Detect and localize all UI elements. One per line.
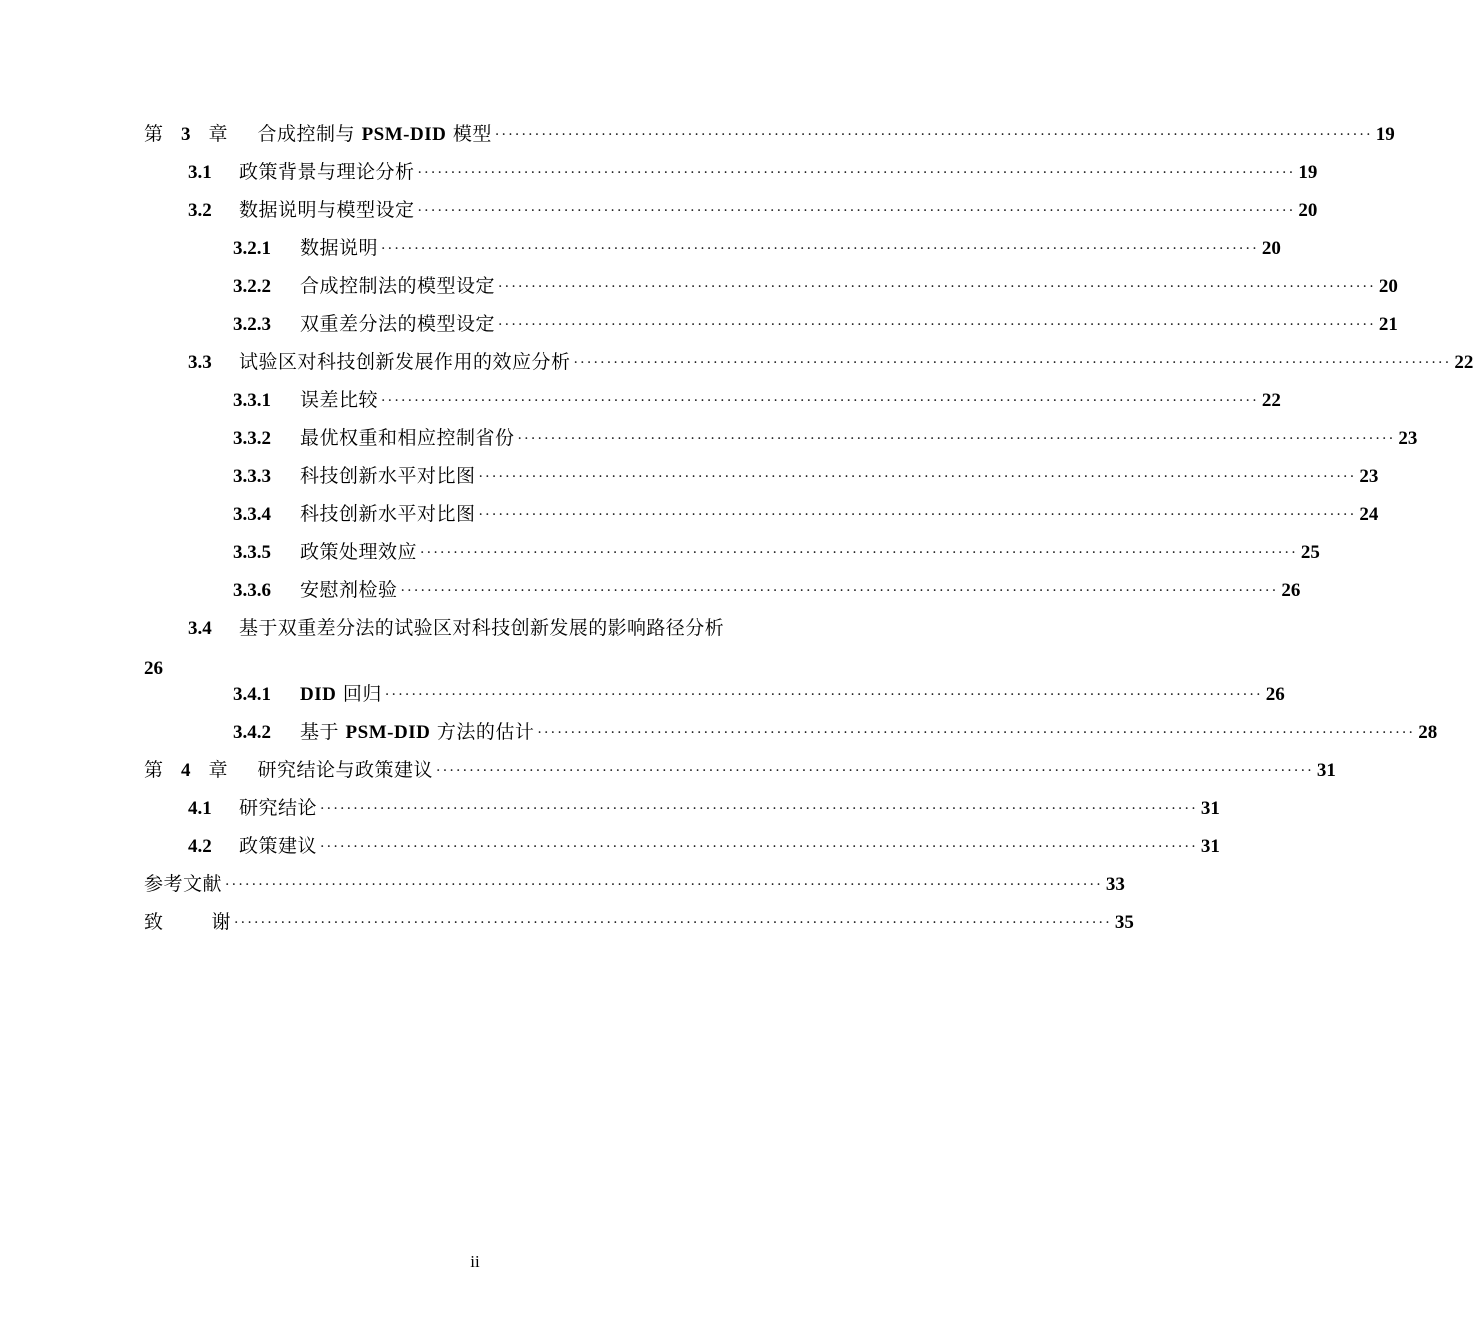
dot-leader: ···································································································································· (320, 839, 1198, 855)
toc-entry-3-3-2[interactable] (233, 424, 1418, 452)
toc-entry-4-2[interactable] (188, 832, 1220, 860)
toc-page-number: 26 (1265, 684, 1285, 705)
title-part-bold: PSM-DID (345, 722, 431, 743)
toc-entry-title: 科技创新水平对比图 (300, 503, 476, 525)
toc-page-number: 25 (1300, 542, 1320, 563)
toc-page-number: 22 (1454, 352, 1473, 373)
toc-page-number: 31 (1316, 760, 1336, 781)
toc-entry-3-2-3[interactable] (233, 310, 1398, 338)
dot-leader: ···································································································································· (320, 801, 1198, 817)
chapter-prefix: 第 (144, 759, 164, 781)
chapter-number: 4 (181, 760, 191, 781)
title-part: 回归 (336, 683, 382, 705)
toc-entry-3-4-2[interactable] (233, 718, 1438, 746)
section-number: 3.2.1 (233, 238, 271, 259)
dot-leader: ···································································································································· (400, 583, 1279, 599)
toc-entry-title: 参考文献 (144, 873, 223, 895)
toc-entry-title: 安慰剂检验 (300, 579, 398, 601)
toc-entry-title: 政策背景与理论分析 (239, 161, 415, 183)
toc-entry-title: 政策处理效应 (300, 541, 418, 563)
title-part: 致 (144, 911, 164, 933)
toc-entry-3-3-1[interactable] (233, 386, 1281, 414)
toc-entry-3-3-3[interactable] (233, 462, 1379, 490)
section-number: 3.3.2 (233, 428, 271, 449)
toc-entry-3-1[interactable] (188, 158, 1318, 186)
section-number: 3.3.3 (233, 466, 271, 487)
toc-page-number: 22 (1261, 390, 1281, 411)
toc-entry-title: 误差比较 (300, 389, 379, 411)
toc-entry-title (144, 908, 231, 936)
toc-entry-title: 政策建议 (239, 835, 318, 857)
toc-entry-chapter-3[interactable] (144, 120, 1395, 148)
toc-entry-title: 最优权重和相应控制省份 (300, 427, 515, 449)
section-number: 3.4.2 (233, 722, 271, 743)
toc-page-number: 20 (1261, 238, 1281, 259)
section-number: 3.2.2 (233, 276, 271, 297)
dot-leader: ···································································································································· (573, 355, 1452, 371)
toc-page-number: 31 (1200, 836, 1220, 857)
toc-entry-3-3[interactable] (188, 348, 1473, 376)
section-number: 3.3.4 (233, 504, 271, 525)
title-part-bold: PSM-DID (361, 124, 447, 145)
chapter-label (144, 120, 228, 149)
toc-entry-title (300, 680, 382, 709)
toc-entry-4-1[interactable] (188, 794, 1220, 822)
toc-entry-title (300, 718, 534, 747)
section-number: 3.3.5 (233, 542, 271, 563)
dot-leader: ···································································································································· (478, 507, 1357, 523)
section-number: 3.2 (188, 200, 212, 221)
toc-entry-chapter-4[interactable] (144, 756, 1336, 784)
section-number: 3.4.1 (233, 684, 271, 705)
dot-leader: ···································································································································· (417, 203, 1296, 219)
dot-leader: ···································································································································· (420, 545, 1298, 561)
dot-leader: ···································································································································· (381, 241, 1259, 257)
dot-leader: ···································································································································· (225, 877, 1103, 893)
title-part-bold: DID (300, 684, 337, 705)
toc-page-number: 20 (1298, 200, 1318, 221)
toc-page-number: 23 (1359, 466, 1379, 487)
toc-entry-3-4-1[interactable] (233, 680, 1285, 708)
toc-entry-references[interactable] (144, 870, 1125, 898)
dot-leader: ···································································································································· (494, 127, 1373, 143)
chapter-prefix: 第 (144, 123, 164, 145)
toc-page-number: 21 (1378, 314, 1398, 335)
section-number: 3.3.1 (233, 390, 271, 411)
dot-leader: ···································································································································· (537, 725, 1416, 741)
toc-page-number: 33 (1105, 874, 1125, 895)
title-part: 合成控制与 (257, 123, 362, 145)
toc-page-number: 19 (1298, 162, 1318, 183)
dot-leader: ···································································································································· (417, 165, 1296, 181)
chapter-number: 3 (181, 124, 191, 145)
toc-page-number: 20 (1378, 276, 1398, 297)
toc-page-number: 26 (1281, 580, 1301, 601)
toc-entry-3-4[interactable] (188, 614, 828, 642)
toc-entry-title (258, 120, 492, 149)
toc-entry-3-3-5[interactable] (233, 538, 1320, 566)
title-part: 基于 (300, 721, 346, 743)
dot-leader: ···································································································································· (234, 915, 1112, 931)
toc-page-number: 19 (1375, 124, 1395, 145)
dot-leader: ···································································································································· (436, 763, 1314, 779)
page-footer-number: ii (470, 1252, 480, 1271)
toc-page-number: 23 (1398, 428, 1418, 449)
toc-entry-title: 试验区对科技创新发展作用的效应分析 (239, 351, 571, 373)
dot-leader: ···································································································································· (498, 317, 1376, 333)
chapter-label (144, 756, 228, 785)
section-number: 3.3 (188, 352, 212, 373)
toc-entry-3-2-2[interactable] (233, 272, 1398, 300)
toc-entry-3-3-6[interactable] (233, 576, 1301, 604)
toc-entry-title: 基于双重差分法的试验区对科技创新发展的影响路径分析 (239, 617, 725, 639)
toc-page-number-wrapped: 26 (144, 658, 163, 679)
section-number: 3.4 (188, 618, 212, 639)
dot-leader: ···································································································································· (384, 687, 1263, 703)
toc-entry-title: 双重差分法的模型设定 (300, 313, 496, 335)
toc-entry-title: 研究结论与政策建议 (257, 759, 434, 781)
dot-leader: ···································································································································· (381, 393, 1259, 409)
toc-entry-title: 科技创新水平对比图 (300, 465, 476, 487)
dot-leader: ···································································································································· (498, 279, 1376, 295)
toc-entry-3-2-1[interactable] (233, 234, 1281, 262)
dot-leader: ···································································································································· (517, 431, 1396, 447)
toc-entry-3-2[interactable] (188, 196, 1318, 224)
section-number: 4.1 (188, 798, 212, 819)
toc-entry-acknowledgements[interactable] (144, 908, 1134, 936)
toc-page-number: 28 (1418, 722, 1438, 743)
section-number: 4.2 (188, 836, 212, 857)
toc-entry-title: 研究结论 (239, 797, 318, 819)
toc-entry-title: 数据说明与模型设定 (239, 199, 415, 221)
section-number: 3.3.6 (233, 580, 271, 601)
toc-page-number: 35 (1114, 912, 1134, 933)
chapter-suffix: 章 (208, 759, 228, 781)
toc-entry-title: 合成控制法的模型设定 (300, 275, 496, 297)
toc-page-number: 31 (1200, 798, 1220, 819)
toc-page-number: 24 (1359, 504, 1379, 525)
toc-entry-title: 数据说明 (300, 237, 379, 259)
toc-entry-3-3-4[interactable] (233, 500, 1379, 528)
section-number: 3.2.3 (233, 314, 271, 335)
title-part: 方法的估计 (430, 721, 535, 743)
dot-leader: ···································································································································· (478, 469, 1357, 485)
title-part: 谢 (211, 911, 232, 933)
section-number: 3.1 (188, 162, 212, 183)
title-part: 模型 (446, 123, 492, 145)
chapter-suffix: 章 (208, 123, 228, 145)
